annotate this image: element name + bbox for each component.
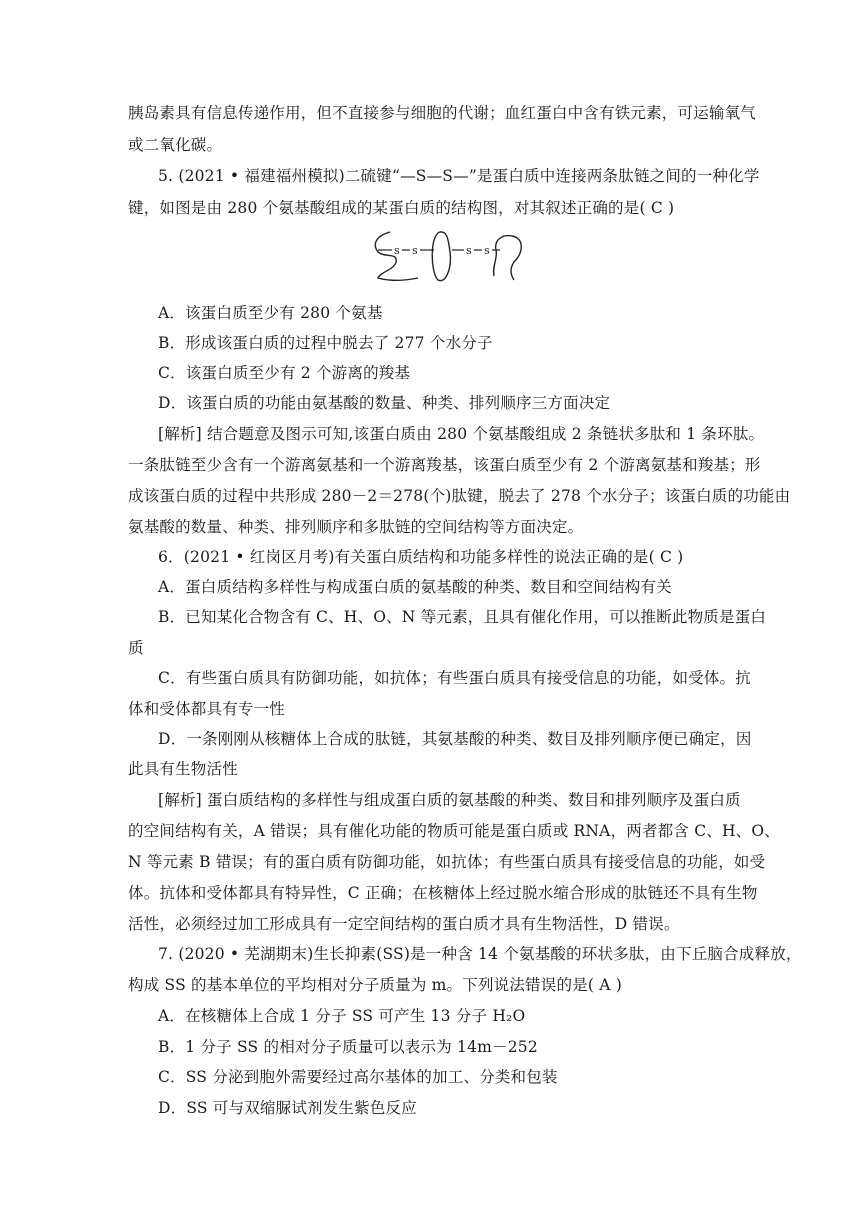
disulfide-bond-protein-diagram	[368, 228, 528, 284]
option-d-cont: 此具有生物活性	[128, 760, 238, 778]
question-5-stem: 键，如图是由 280 个氨基酸组成的某蛋白质的结构图，对其叙述正确的是( C )	[128, 199, 675, 217]
analysis-line: 活性，必须经过加工形成具有一定空间结构的蛋白质才具有生物活性，D 错误。	[128, 915, 680, 933]
text-line: 胰岛素具有信息传递作用，但不直接参与细胞的代谢；血红蛋白中含有铁元素，可运输氧气	[128, 104, 757, 122]
question-7-stem: 构成 SS 的基本单位的平均相对分子质量为 m。下列说法错误的是( A )	[128, 976, 622, 994]
option-c-cont: 体和受体都具有专一性	[128, 700, 286, 718]
option-c: C．SS 分泌到胞外需要经过高尔基体的加工、分类和包装	[158, 1068, 558, 1086]
option-a: A．蛋白质结构多样性与构成蛋白质的氨基酸的种类、数目和空间结构有关	[158, 578, 672, 596]
option-d: D．一条刚刚从核糖体上合成的肽链，其氨基酸的种类、数目及排列顺序便已确定，因	[158, 730, 752, 748]
sulfur-atom-label: s	[466, 244, 472, 257]
analysis-line: 一条肽链至少含有一个游离氨基和一个游离羧基，该蛋白质至少有 2 个游离氨基和羧基；形	[128, 456, 761, 474]
option-c: C．该蛋白质至少有 2 个游离的羧基	[158, 364, 411, 382]
analysis-line: N 等元素 B 错误；有的蛋白质有防御功能，如抗体；有些蛋白质具有接受信息的功能，如受	[128, 853, 766, 871]
option-b-cont: 质	[128, 639, 144, 657]
sulfur-atom-label: s	[394, 244, 400, 257]
option-a: A．在核糖体上合成 1 分子 SS 可产生 13 分子 H₂O	[158, 1007, 526, 1025]
option-d: D．该蛋白质的功能由氨基酸的数量、种类、排列顺序三方面决定	[158, 394, 611, 412]
text-line: 或二氧化碳。	[128, 136, 223, 154]
option-b: B．1 分子 SS 的相对分子质量可以表示为 14m－252	[158, 1038, 538, 1056]
peptide-chain-right	[494, 236, 522, 280]
option-b: B．形成该蛋白质的过程中脱去了 277 个水分子	[158, 334, 493, 352]
question-6-stem: 6．(2021 • 红岗区月考)有关蛋白质结构和功能多样性的说法正确的是( C )	[158, 548, 684, 566]
question-7-stem: 7. (2020 • 芜湖期末)生长抑素(SS)是一种含 14 个氨基酸的环状多肽，由下丘脑合成释放，	[158, 945, 802, 963]
option-b: B．已知某化合物含有 C、H、O、N 等元素，且具有催化作用，可以推断此物质是蛋白	[158, 608, 767, 626]
analysis-text: 蛋白质结构的多样性与组成蛋白质的氨基酸的种类、数目和排列顺序及蛋白质	[201, 791, 741, 809]
question-5-stem: 5. (2021 • 福建福州模拟)二硫键“—S—S—”是蛋白质中连接两条肽链之间的一种化学	[158, 167, 760, 185]
analysis-paragraph	[158, 424, 768, 444]
cyclic-peptide-ring	[432, 232, 450, 281]
option-c: C．有些蛋白质具有防御功能，如抗体；有些蛋白质具有接受信息的功能，如受体。抗	[158, 669, 751, 687]
option-a: A．该蛋白质至少有 280 个氨基	[158, 304, 383, 322]
sulfur-atom-label: s	[412, 244, 418, 257]
analysis-paragraph	[158, 790, 768, 810]
option-d: D．SS 可与双缩脲试剂发生紫色反应	[158, 1099, 417, 1117]
analysis-tag: [解析]	[158, 425, 202, 443]
analysis-tag: [解析]	[158, 791, 202, 809]
analysis-line: 氨基酸的数量、种类、排列顺序和多肽链的空间结构等方面决定。	[128, 518, 584, 536]
analysis-line: 成该蛋白质的过程中共形成 280－2＝278(个)肽键，脱去了 278 个水分子；该蛋白质的功能由	[128, 487, 791, 505]
sulfur-atom-label: s	[484, 244, 490, 257]
analysis-line: 体。抗体和受体都具有特异性，C 正确；在核糖体上经过脱水缩合形成的肽链还不具有生物	[128, 884, 758, 902]
analysis-line: 的空间结构有关，A 错误；具有催化功能的物质可能是蛋白质或 RNA，两者都含 C、H、O、	[128, 822, 780, 840]
analysis-text: 结合题意及图示可知,该蛋白质由 280 个氨基酸组成 2 条链状多肽和 1 条环肽。	[201, 425, 765, 443]
